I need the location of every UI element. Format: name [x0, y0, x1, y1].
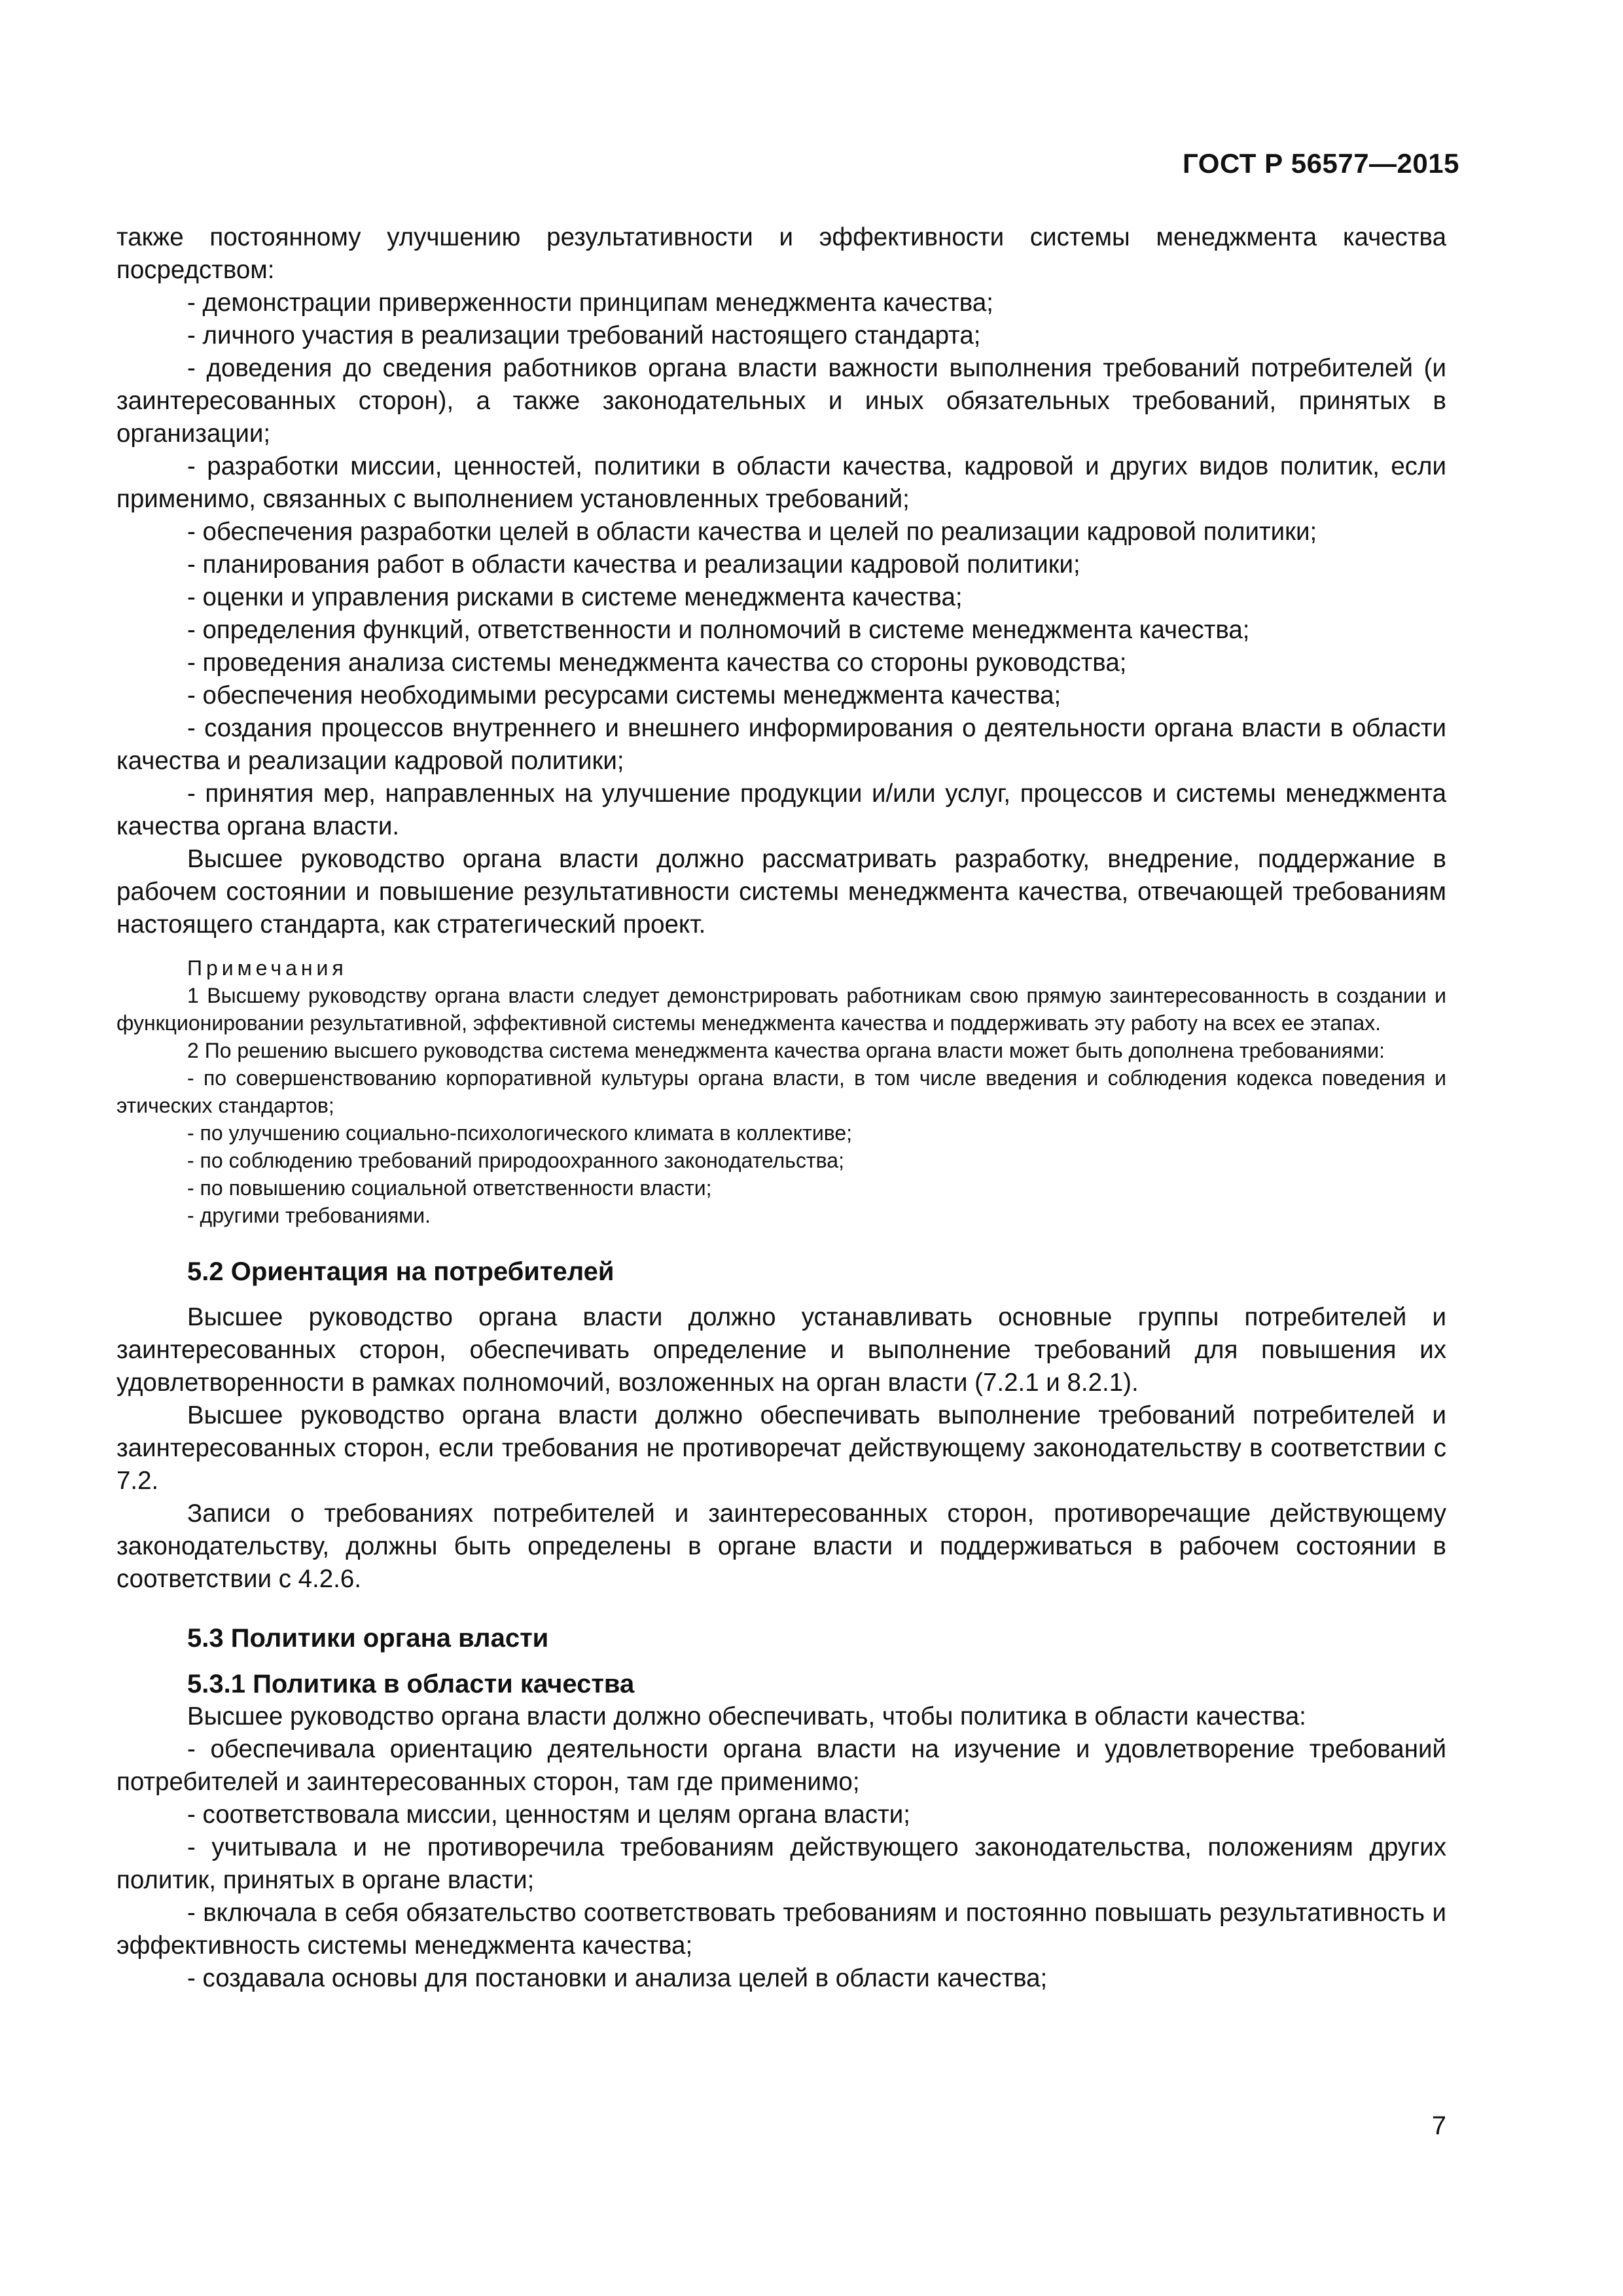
intro-item: - разработки миссии, ценностей, политики в области качества, кадровой и других видов политик, если применимо, связанных с выполнением установленных требований; [116, 452, 1446, 513]
note-item: - по совершенствованию корпоративной культуры органа власти, в том числе введения и соблюдения кодекса поведения и этических стандартов; [116, 1066, 1446, 1117]
intro-item: - оценки и управления рисками в системе менеджмента качества; [187, 583, 963, 611]
policy-item: - учитывала и не противоречила требованиям действующего законодательства, положениям других политик, принятых в органе власти; [116, 1833, 1446, 1894]
intro-item: - определения функций, ответственности и полномочий в системе менеджмента качества; [187, 616, 1250, 644]
intro-item: - планирования работ в области качества и реализации кадровой политики; [187, 550, 1080, 579]
intro-item: - доведения до сведения работников органа власти важности выполнения требований потребителей (и заинтересованных сторон), а также законодательных и иных обязательных требований, принятых в организации; [116, 354, 1446, 448]
intro-item: - создания процессов внутреннего и внешнего информирования о деятельности органа власти в области качества и реализации кадровой политики; [116, 714, 1446, 775]
note-item: - по повышению социальной ответственности власти; [187, 1176, 712, 1200]
intro-item: - обеспечения разработки целей в области качества и целей по реализации кадровой политики; [187, 518, 1317, 546]
intro-item: - принятия мер, направленных на улучшение продукции и/или услуг, процессов и системы менеджмента качества органа власти. [116, 780, 1446, 840]
intro-item: - проведения анализа системы менеджмента качества со стороны руководства; [187, 649, 1127, 677]
document-code: ГОСТ Р 56577—2015 [1183, 148, 1459, 179]
note-1: 1 Высшему руководству органа власти следует демонстрировать работникам свою прямую заинтересованность в создании и функционировании результативной, эффективной системы менеджмента качества и поддерживать эту работу на всех ее этапах. [116, 984, 1446, 1035]
note-item: - по улучшению социально-психологического климата в коллективе; [187, 1121, 853, 1145]
page-body [116, 221, 1446, 1995]
intro-item: - демонстрации приверженности принципам менеджмента качества; [187, 289, 993, 317]
intro-closing: Высшее руководство органа власти должно рассматривать разработку, внедрение, поддержание в рабочем состоянии и повышение результативности системы менеджмента качества, отвечающей требованиям настоящего стандарта, как стратегический проект. [116, 845, 1446, 939]
policy-item: - соответствовала миссии, ценностям и целям органа власти; [187, 1801, 910, 1829]
intro-lead: также постоянному улучшению результативности и эффективности системы менеджмента качества посредством: [116, 223, 1446, 284]
intro-item: - личного участия в реализации требований настоящего стандарта; [187, 321, 981, 350]
note-2: 2 По решению высшего руководства система менеджмента качества органа власти может быть дополнена требованиями: [187, 1039, 1385, 1062]
policy-item: - включала в себя обязательство соответствовать требованиям и постоянно повышать результативность и эффективность системы менеджмента качества; [116, 1899, 1446, 1960]
section-5-2-heading: 5.2 Ориентация на потребителей [187, 1257, 615, 1286]
section-5-2-paragraph: Записи о требованиях потребителей и заинтересованных сторон, противоречащие действующему законодательству, должны быть определены в органе власти и поддерживаться в рабочем состоянии в соответствии с 4.2.6. [116, 1499, 1446, 1593]
section-5-3-heading: 5.3 Политики органа власти [187, 1624, 549, 1653]
note-item: - другими требованиями. [187, 1204, 431, 1227]
section-5-2-paragraph: Высшее руководство органа власти должно обеспечивать выполнение требований потребителей и заинтересованных сторон, если требования не противоречат действующему законодательству в соответствии с 7.2. [116, 1401, 1446, 1495]
note-item: - по соблюдению требований природоохранного законодательства; [187, 1149, 844, 1172]
section-5-3-1-heading: 5.3.1 Политика в области качества [187, 1670, 635, 1698]
policy-item: - обеспечивала ориентацию деятельности органа власти на изучение и удовлетворение требований потребителей и заинтересованных сторон, там где применимо; [116, 1735, 1446, 1796]
section-5-2-paragraph: Высшее руководство органа власти должно устанавливать основные группы потребителей и заинтересованных сторон, обеспечивать определение и выполнение требований для повышения их удовлетворенности в рамках полномочий, возложенных на орган власти (7.2.1 и 8.2.1). [116, 1303, 1446, 1397]
page-number: 7 [1431, 2111, 1446, 2140]
section-5-3-1-lead: Высшее руководство органа власти должно обеспечивать, чтобы политика в области качества: [187, 1702, 1306, 1731]
policy-item: - создавала основы для постановки и анализа целей в области качества; [187, 1964, 1048, 1992]
notes-title: Примечания [187, 956, 348, 980]
intro-item: - обеспечения необходимыми ресурсами системы менеджмента качества; [187, 681, 1061, 709]
